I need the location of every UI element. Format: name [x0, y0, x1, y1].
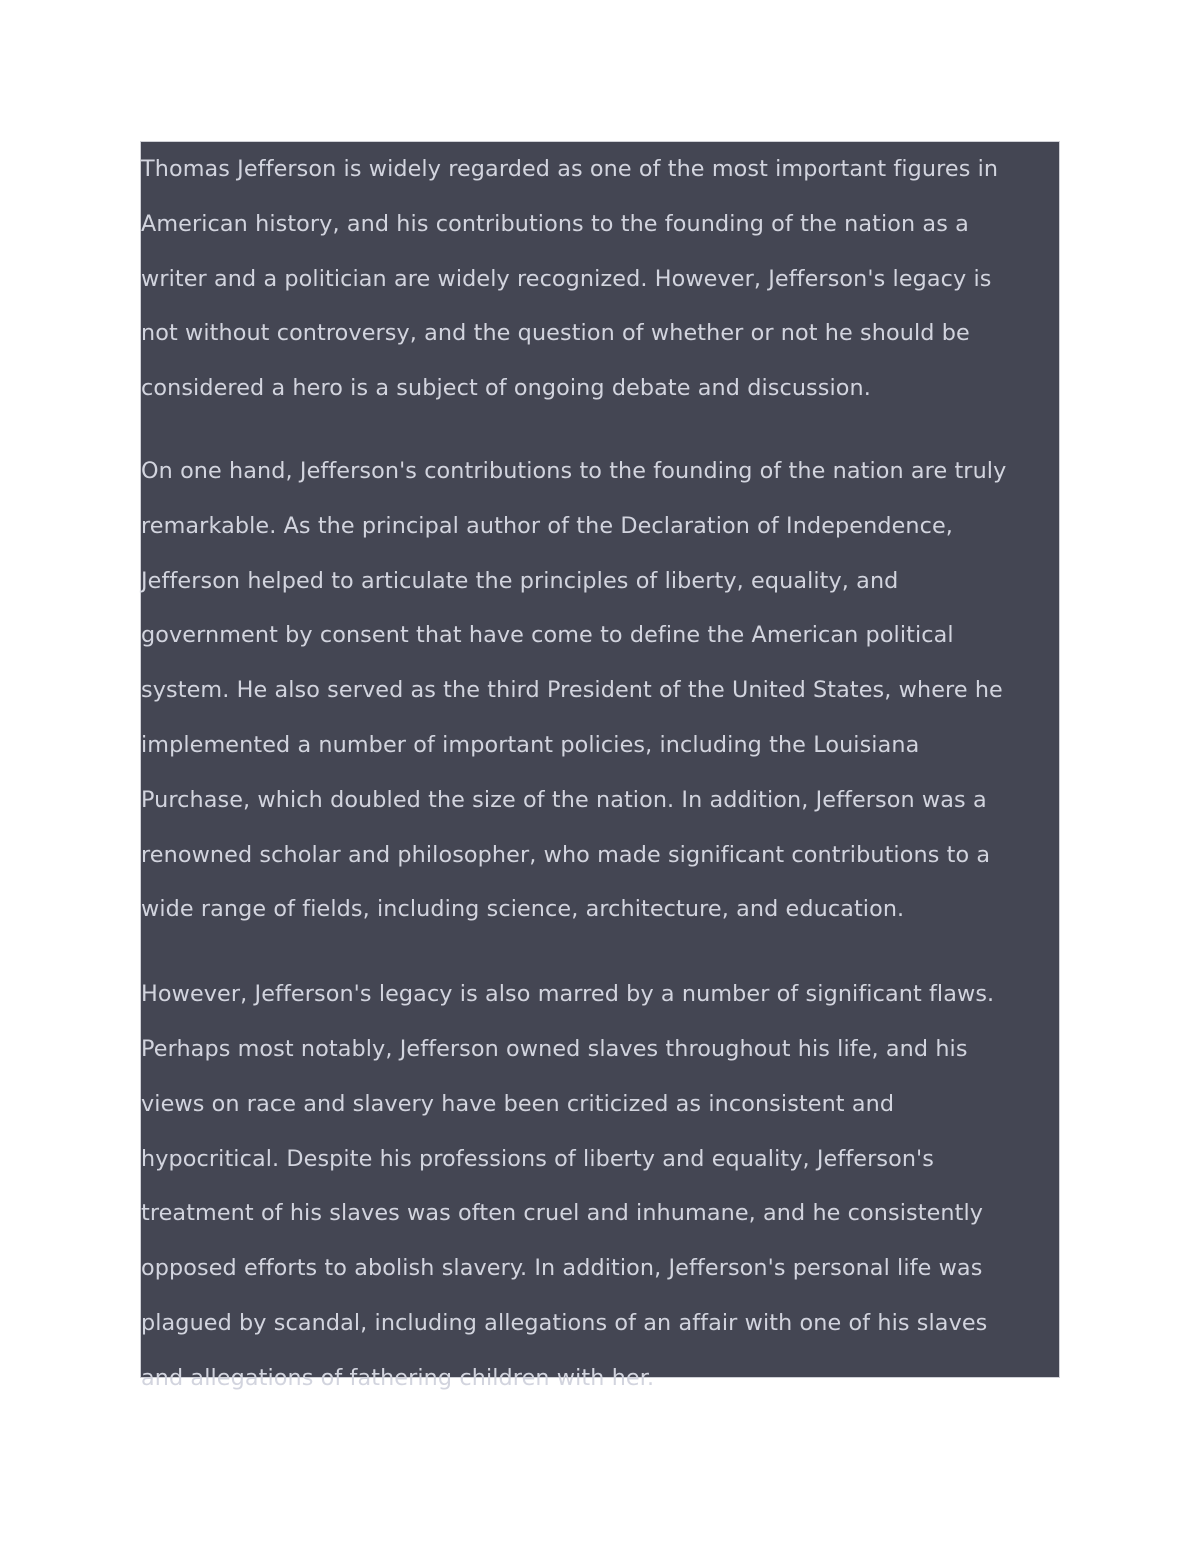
paragraph-2[interactable]: On one hand, Jefferson's contributions to the founding of the nation are truly remarkable. As the principal author of the Declaration of Independence, Jefferson helped to articulate the principles of liberty, equality, and government by consent that have come to define the American political system. He also served as the third President of the United States, where he implemented a number of important policies, including the Louisiana Purchase, which doubled the size of the nation. In addition, Jefferson was a renowned scholar and philosopher, who made significant contributions to a wide range of fields, including science, architecture, and education.	[141, 457, 1007, 923]
paragraph-3[interactable]: However, Jefferson's legacy is also marred by a number of significant flaws. Perhaps most notably, Jefferson owned slaves throughout his life, and his views on race and slavery have been criticized as inconsistent and hypocritical. Despite his professions of liberty and equality, Jefferson's treatment of his slaves was often cruel and inhumane, and he consistently opposed efforts to abolish slavery. In addition, Jefferson's personal life was plagued by scandal, including allegations of an affair with one of his slaves and allegations of fathering children with her.	[141, 981, 995, 1391]
selected-text-block[interactable]	[141, 142, 1059, 1391]
paragraph-1[interactable]: Thomas Jefferson is widely regarded as one of the most important figures in American history, and his contributions to the founding of the nation as a writer and a politician are widely recognized. However, Jefferson's legacy is not without controversy, and the question of whether or not he should be considered a hero is a subject of ongoing debate and discussion.	[141, 156, 999, 402]
